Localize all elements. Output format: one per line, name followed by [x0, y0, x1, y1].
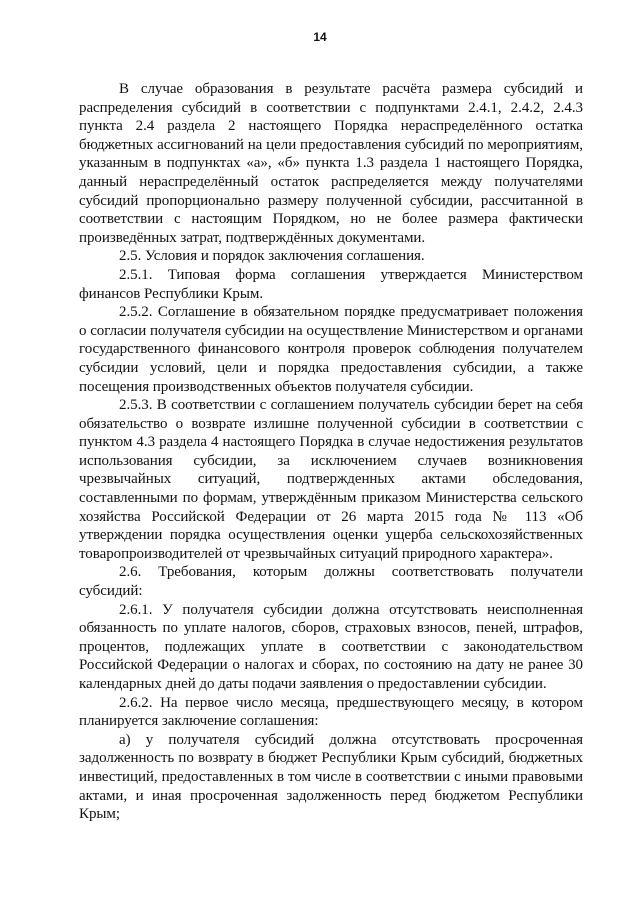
paragraph-2-5-2: 2.5.2. Соглашение в обязательном порядке предусматривает положения о согласии получателя субсидии на осуществление Министерством и органами государственного финансового контроля проверок соблюдения получателем субсидии условий, цели и порядка предоставления субсидии, а также посещения производственных объектов получателя субсидии. [79, 304, 583, 395]
paragraph-2-6: 2.6. Требования, которым должны соответствовать получатели субсидий: [79, 564, 583, 600]
paragraph-2-5: 2.5. Условия и порядок заключения соглашения. [119, 248, 425, 265]
document-body [79, 80, 583, 824]
paragraph-2-6-2-a: а) у получателя субсидий должна отсутствовать просроченная задолженность по возврату в бюджет Республики Крым субсидий, бюджетных инвестиций, предоставленных в том числе в соответствии с иными правовыми актами, и иная просроченная задолженность перед бюджетом Республики Крым; [79, 731, 583, 823]
page-number: 14 [313, 30, 327, 44]
paragraph-2-6-1: 2.6.1. У получателя субсидии должна отсутствовать неисполненная обязанность по уплате налогов, сборов, страховых взносов, пеней, штрафов, процентов, подлежащих уплате в соответствии с законодательством Российской Федерации о налогах и сборах, по состоянию на дату не ранее 30 календарных дней до даты подачи заявления о предоставлении субсидии. [79, 601, 583, 692]
paragraph-2-5-3: 2.5.3. В соответствии с соглашением получатель субсидии берет на себя обязательство о возврате излишне полученной субсидии в соответствии с пунктом 4.3 раздела 4 настоящего Порядка в случае недостижения результатов использования субсидии, за исключением случаев возникновения чрезвычайных ситуаций, подтвержденных актами обследования, составленными по формам, утверждённым приказом Министерства сельского хозяйства Российской Федерации от 26 марта 2015 года № 113 «Об утверждении порядка осуществления оценки ущерба сельскохозяйственных товаропроизводителей от чрезвычайных ситуаций природного характера». [79, 397, 583, 562]
paragraph-2-6-2: 2.6.2. На первое число месяца, предшествующего месяцу, в котором планируется заключение соглашения: [79, 694, 583, 730]
paragraph-unallocated-balance: В случае образования в результате расчёта размера субсидий и распределения субсидий в соответствии с подпунктами 2.4.1, 2.4.2, 2.4.3 пункта 2.4 раздела 2 настоящего Порядка нераспределённого остатка бюджетных ассигнований на цели предоставления субсидий по мероприятиям, указанным в подпунктах «а», «б» пункта 1.3 раздела 1 настоящего Порядка, данный нераспределённый остаток распределяется между получателями субсидий пропорционально размеру полученной субсидии, рассчитанной в соответствии с настоящим Порядком, но не более размера фактически произведённых затрат, подтверждённых документами. [79, 81, 583, 246]
paragraph-2-5-1: 2.5.1. Типовая форма соглашения утверждается Министерством финансов Республики Крым. [79, 266, 583, 302]
